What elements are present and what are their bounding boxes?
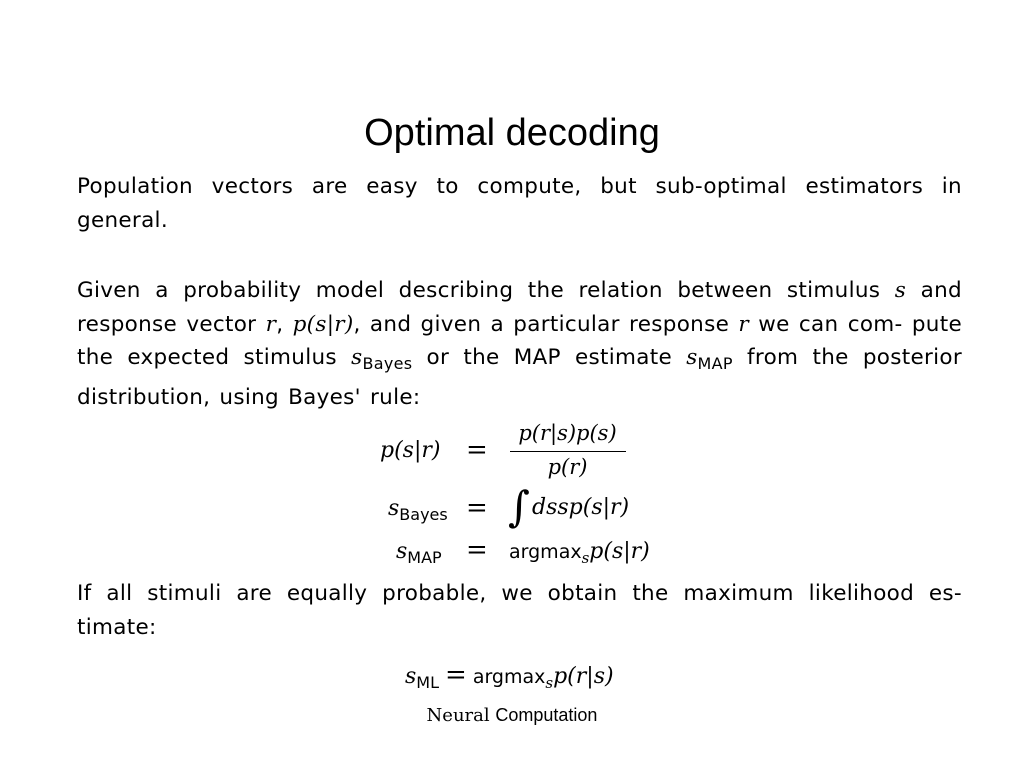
math-p-s-given-r: p(s|r) <box>292 311 354 337</box>
text: from the posterior distribution, using Bayes' rule: <box>77 345 962 410</box>
footer-neural: Neural <box>426 705 490 726</box>
eq1-equals: = <box>466 435 488 465</box>
eq3-rhs <box>509 538 650 572</box>
math-r: r <box>265 311 277 337</box>
ml-lhs <box>405 664 440 692</box>
eq3-lhs <box>396 538 442 572</box>
subscript: Bayes <box>362 354 413 373</box>
base: s <box>351 345 363 370</box>
subscript: Bayes <box>399 505 448 524</box>
ml-term: p(r|s) <box>553 664 614 689</box>
math-s-bayes <box>351 345 413 373</box>
slide-title: Optimal decoding <box>364 112 660 154</box>
math-s: s <box>894 278 907 303</box>
subscript: MAP <box>697 354 733 373</box>
argmax-operator: argmax <box>472 666 546 688</box>
eq2-equals: = <box>466 493 488 523</box>
base: s <box>388 496 400 521</box>
subscript: MAP <box>407 548 442 567</box>
text: , and given a particular response <box>353 311 739 337</box>
argmax-subscript: s <box>581 549 590 567</box>
argmax-subscript: s <box>545 674 554 692</box>
footer-computation: Computation <box>495 705 598 725</box>
eq1-fraction-bar <box>510 451 626 452</box>
eq1-denominator: p(r) <box>547 455 588 479</box>
eq1-lhs: p(s|r) <box>380 438 441 463</box>
base: s <box>405 664 417 689</box>
text: and response vector <box>77 278 962 337</box>
integral-sign: ∫ <box>508 482 530 531</box>
eq3-term: p(s|r) <box>589 539 650 564</box>
eq1-numerator: p(r|s)p(s) <box>518 421 617 445</box>
subscript: ML <box>416 673 440 692</box>
slide-footer <box>0 705 1024 726</box>
ml-equation <box>405 661 614 697</box>
eq2-lhs <box>388 495 448 529</box>
base: s <box>686 345 698 370</box>
math-s-map <box>686 345 733 373</box>
eq2-rhs: dssp(s|r) <box>532 495 630 520</box>
text: or the MAP estimate <box>412 345 687 370</box>
text: Given a probability model describing the relation between stimulus <box>77 278 895 303</box>
ml-equals: = <box>445 660 467 690</box>
paragraph-maximum-likelihood: If all stimuli are equally probable, we obtain the maximum likelihood es- timate: <box>77 581 962 640</box>
paragraph-bayes-intro <box>77 274 962 414</box>
text: we can com- pute the expected stimulus <box>77 311 962 370</box>
eq3-equals: = <box>466 535 488 565</box>
base: s <box>396 539 408 564</box>
text: , <box>276 311 293 337</box>
argmax-operator: argmax <box>509 541 582 563</box>
paragraph-population-vectors: Population vectors are easy to compute, but sub-optimal estimators in general. <box>77 174 962 233</box>
math-r: r <box>738 311 749 337</box>
